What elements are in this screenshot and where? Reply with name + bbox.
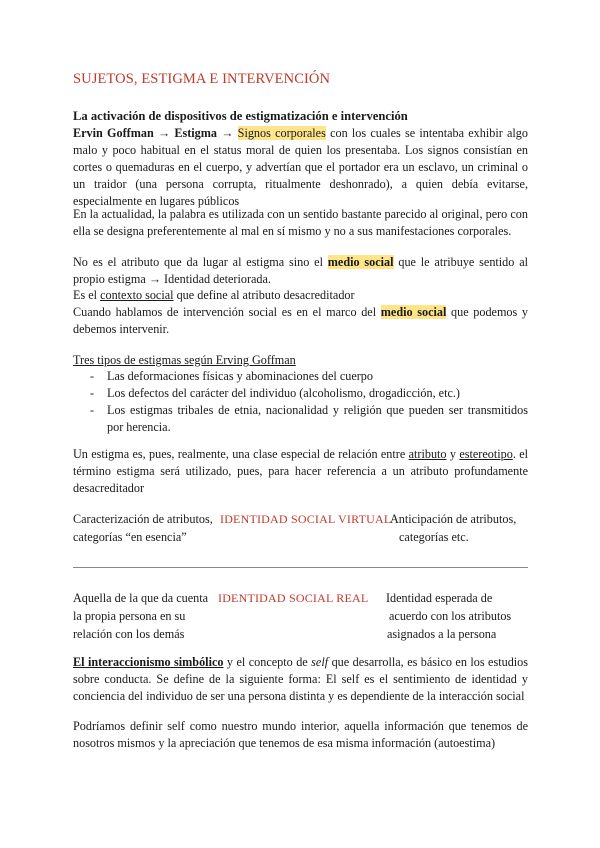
medio-social-highlight: medio social bbox=[327, 255, 394, 269]
paragraph-relacion bbox=[73, 446, 528, 497]
section-heading-text: La activación de dispositivos de estigmatización e intervención bbox=[73, 109, 408, 123]
actualidad-text: En la actualidad, la palabra es utilizada con un sentido bastante parecido al original, pero con ella se designa preferentemente al mal en sí mismo y no a sus manifestaciones corporales. bbox=[73, 207, 528, 238]
self-definition: Podríamos definir self como nuestro mundo interior, aquella información que tenemos de nosotros mismos y la apreciación que tenemos de esa misma información (autoestima) bbox=[73, 719, 528, 750]
signos-highlight: Signos corporales bbox=[237, 126, 326, 140]
virtual-left-line: categorías “en esencia” bbox=[73, 530, 187, 544]
paragraph-self bbox=[73, 718, 528, 752]
goffman-rest: con los cuales se intentaba exhibir algo malo y poco habitual en el status moral de quien los presentaba. Los signos consistían en cortes o quemaduras en el cuerpo, y advertían que el portador era un esclavo, un criminal o un traidor (una persona corrupta, ritualmente deshonrado), a quien debía evitarse, especialmente en lugares públicos bbox=[73, 126, 528, 208]
intervencion-after: que podemos y debemos intervenir. bbox=[73, 305, 529, 336]
tipos-heading bbox=[73, 352, 528, 369]
real-right-line: acuerdo con los atributos bbox=[389, 609, 512, 623]
tipos-list bbox=[73, 368, 528, 436]
contexto-underline: contexto social bbox=[100, 288, 174, 302]
virtual-left bbox=[73, 510, 223, 546]
real-right bbox=[386, 589, 531, 643]
real-left bbox=[73, 589, 223, 643]
medio-after: que le atribuye sentido al propio estigma → Identidad deteriorada. bbox=[73, 255, 528, 286]
paragraph-intervencion bbox=[73, 304, 528, 338]
list-item: - Los defectos del carácter del individuo (alcoholismo, drogadicción, etc.) bbox=[73, 385, 528, 402]
virtual-right bbox=[390, 510, 530, 546]
identidad-social-virtual: IDENTIDAD SOCIAL VIRTUAL bbox=[220, 512, 392, 526]
section-heading bbox=[73, 108, 528, 125]
interaccionismo-before-self: y el concepto de bbox=[223, 655, 312, 669]
contexto-before: Es el bbox=[73, 288, 101, 302]
paragraph-interaccionismo bbox=[73, 654, 528, 705]
medio-social-highlight-2: medio social bbox=[380, 305, 447, 319]
goffman-lead: Ervin Goffman → Estigma → bbox=[73, 126, 234, 140]
paragraph-medio-social bbox=[73, 254, 528, 288]
virtual-right-line: Anticipación de atributos, bbox=[390, 512, 517, 526]
real-left-line: la propia persona en su bbox=[73, 609, 186, 623]
real-left-line: Aquella de la que da cuenta bbox=[73, 591, 209, 605]
interaccionismo-after: que desarrolla, es básico en los estudios sobre conducta. Se define de la siguiente forma: El self es el sentimiento de identidad y conciencia del individuo de ser una persona distinta y es dependiente de la interacción social bbox=[73, 655, 529, 703]
intervencion-before: Cuando hablamos de intervención social es en el marco del bbox=[73, 305, 381, 319]
real-right-line: asignados a la persona bbox=[387, 627, 497, 641]
real-left-line: relación con los demás bbox=[73, 627, 185, 641]
paragraph-contexto bbox=[73, 287, 528, 304]
relacion-mid: y bbox=[446, 447, 460, 461]
list-item: - Los estigmas tribales de etnia, nacionalidad y religión que pueden ser transmitidos por herencia. bbox=[73, 402, 528, 436]
self-italic: self bbox=[311, 655, 329, 669]
relacion-after: . el término estigma será utilizado, pues, para hacer referencia a un atributo profundamente desacreditador bbox=[73, 447, 529, 495]
virtual-right-line: categorías etc. bbox=[399, 530, 469, 544]
list-item: - Las deformaciones físicas y abominaciones del cuerpo bbox=[73, 368, 528, 385]
contexto-after: que define al atributo desacreditador bbox=[173, 288, 355, 302]
virtual-left-line: Caracterización de atributos, bbox=[73, 512, 213, 526]
divider-line bbox=[73, 567, 528, 568]
relacion-before: Un estigma es, pues, realmente, una clase especial de relación entre bbox=[73, 447, 409, 461]
page-title: SUJETOS, ESTIGMA E INTERVENCIÓN bbox=[73, 71, 331, 87]
tipos-heading-text: Tres tipos de estigmas según Erving Goffman bbox=[73, 353, 296, 367]
interaccionismo-bold: El interaccionismo simbólico bbox=[73, 655, 224, 669]
estereotipo-underline: estereotipo bbox=[459, 447, 513, 461]
atributo-underline: atributo bbox=[408, 447, 447, 461]
real-right-line: Identidad esperada de bbox=[386, 591, 493, 605]
paragraph-goffman bbox=[73, 125, 528, 210]
paragraph-actualidad bbox=[73, 206, 528, 240]
identidad-social-real: IDENTIDAD SOCIAL REAL bbox=[218, 591, 369, 605]
medio-before: No es el atributo que da lugar al estigma sino el bbox=[73, 255, 328, 269]
